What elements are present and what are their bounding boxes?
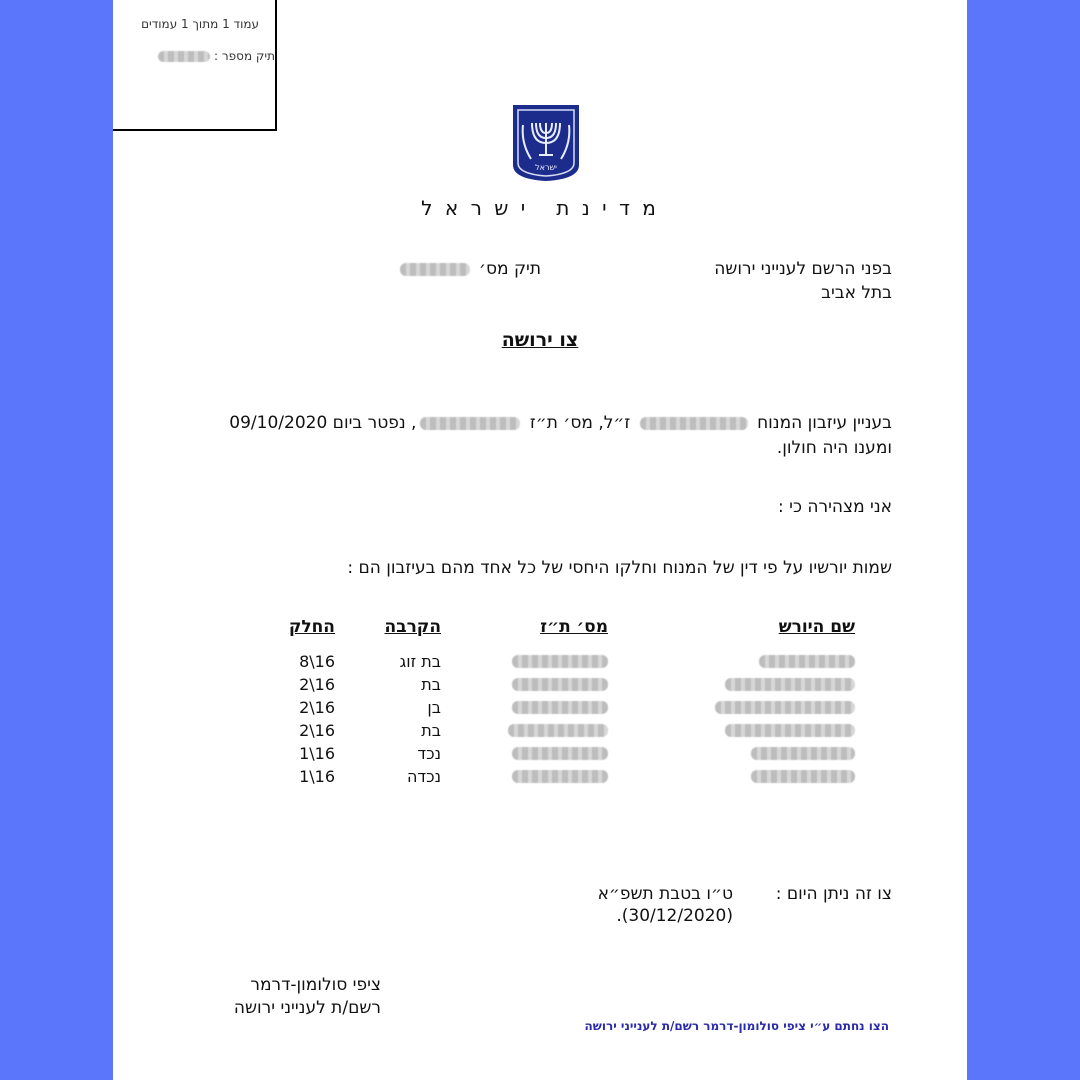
declaration: אני מצהירה כי :: [778, 497, 892, 517]
heir-relation: בת: [421, 721, 441, 740]
state-name: מ ד י נ ת י ש ר א ל: [421, 196, 659, 220]
redacted-heir-id: [512, 747, 608, 760]
page-count: עמוד 1 מתוך 1 עמודים: [141, 17, 259, 31]
heir-share: 8\16: [299, 652, 335, 671]
registrar-line-2: בתל אביב: [821, 283, 892, 303]
heir-relation: בת: [421, 675, 441, 694]
heir-relation: נכד: [417, 744, 441, 763]
estate-line-1: בעניין עיזבון המנוח ז״ל, מס׳ ת״ז , נפטר ביום 09/10/2020: [229, 413, 892, 433]
redacted-heir-id: [512, 678, 608, 691]
emblem-caption: ישראל: [535, 163, 557, 172]
signer-role: רשם/ת לענייני ירושה: [233, 998, 381, 1018]
page-info-box: [113, 0, 277, 131]
column-header-id: מס׳ ת״ז: [540, 617, 608, 637]
column-header-share: החלק: [288, 617, 335, 637]
redacted-id-number: [420, 417, 520, 430]
signed-by-note: הצו נחתם ע״י ציפי סולומון-דרמר רשם/ת לענייני ירושה: [584, 1019, 889, 1033]
redacted-heir-id: [512, 701, 608, 714]
signer-name: ציפי סולומון-דרמר: [250, 975, 381, 995]
page-title: צו ירושה: [501, 329, 579, 351]
issued-hebrew-date: ט״ו בטבת תשפ״א: [597, 884, 733, 904]
heir-share: 1\16: [299, 767, 335, 786]
column-header-name: שם היורש: [778, 617, 855, 637]
redacted-file-number: [400, 263, 470, 276]
redacted-heir-id: [512, 655, 608, 668]
redacted-heir-name: [715, 701, 855, 714]
redacted-heir-name: [759, 655, 855, 668]
redacted-heir-name: [725, 678, 855, 691]
document-page: [113, 0, 967, 1080]
heir-share: 2\16: [299, 675, 335, 694]
column-header-relation: הקרבה: [384, 617, 441, 637]
redacted-heir-name: [751, 770, 855, 783]
heir-relation: בן: [427, 698, 441, 717]
heir-relation: נכדה: [406, 767, 441, 786]
estate-line-2: ומענו היה חולון.: [776, 438, 892, 458]
heir-share: 2\16: [299, 698, 335, 717]
redacted-heir-name: [725, 724, 855, 737]
file-number-label: תיק מספר :: [158, 49, 275, 63]
redacted-heir-id: [508, 724, 608, 737]
issued-gregorian-date: .(30/12/2020): [616, 906, 733, 926]
heir-relation: בת זוג: [399, 652, 441, 671]
issued-label: צו זה ניתן היום :: [775, 884, 892, 904]
heir-share: 2\16: [299, 721, 335, 740]
heir-share: 1\16: [299, 744, 335, 763]
file-number-field: תיק מס׳: [400, 259, 542, 279]
menorah-emblem-icon: [509, 103, 583, 183]
registrar-line-1: בפני הרשם לענייני ירושה: [714, 259, 892, 279]
redacted-heir-name: [751, 747, 855, 760]
heirs-intro: שמות יורשיו על פי דין של המנוח וחלקו היחסי של כל אחד מהם בעיזבון הם :: [347, 558, 892, 578]
redacted-heir-id: [512, 770, 608, 783]
redacted-file-number: [158, 51, 210, 62]
redacted-deceased-name: [640, 417, 748, 430]
